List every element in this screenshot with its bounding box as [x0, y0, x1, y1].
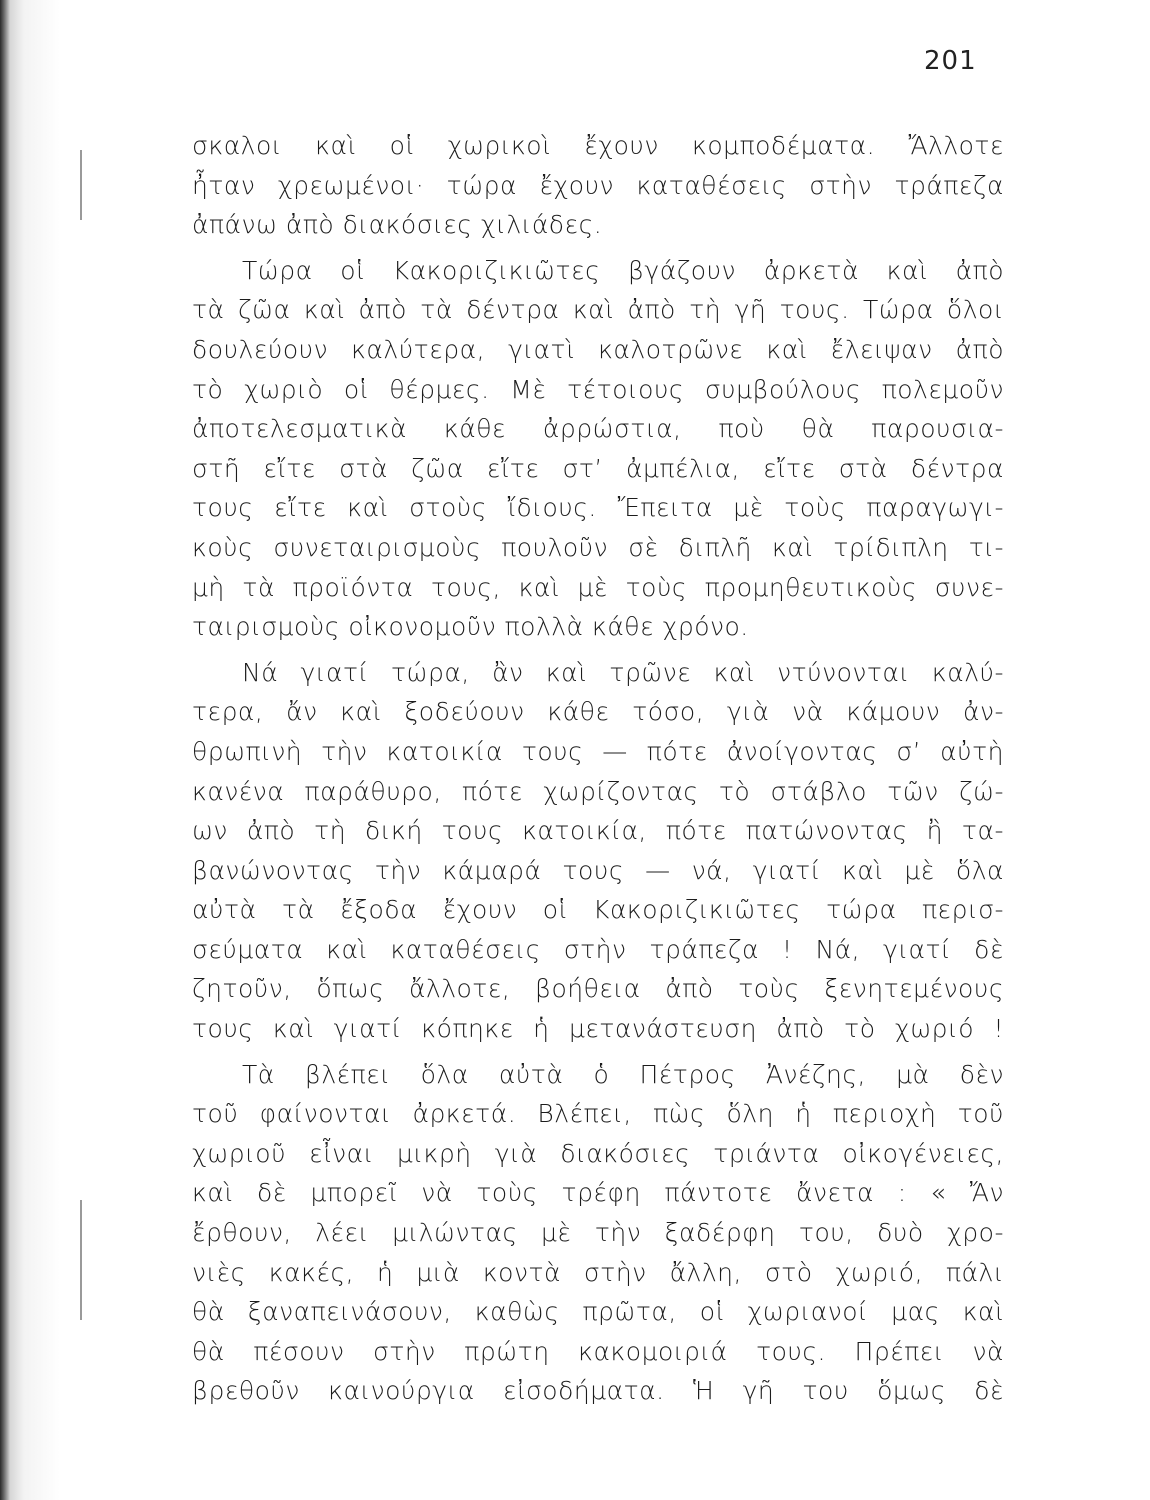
binding-mark-lower [80, 1200, 82, 1320]
text-line: στῆ εἴτε στὰ ζῶα εἴτε στ’ ἀμπέλια, εἴτε στὰ δέντρα [192, 453, 1004, 483]
page-number: 201 [924, 46, 977, 76]
text-line: δουλεύουν καλύτερα, γιατὶ καλοτρῶνε καὶ ἔλειψαν ἀπὸ [192, 334, 1004, 364]
text-line: τους εἴτε καὶ στοὺς ἴδιους. Ἔπειτα μὲ τοὺς παραγωγι- [192, 493, 1004, 523]
text-line: τοῦ φαίνονται ἀρκετά. Βλέπει, πὼς ὅλη ἡ περιοχὴ τοῦ [192, 1099, 1004, 1129]
text-line: τερα, ἄν καὶ ξοδεύουν κάθε τόσο, γιὰ νὰ κάμουν ἀν- [192, 697, 1004, 727]
text-line: ἀποτελεσματικὰ κάθε ἀρρώστια, ποὺ θὰ παρουσια- [192, 414, 1004, 444]
body-text [192, 126, 1004, 1411]
text-line: ἀπάνω ἀπὸ διακόσιες χιλιάδες. [192, 210, 603, 240]
text-line: καὶ δὲ μπορεῖ νὰ τοὺς τρέφη πάντοτε ἄνετα : « Ἄν [192, 1178, 1004, 1208]
text-line: ων ἀπὸ τὴ δική τους κατοικία, πότε πατώνοντας ἢ τα- [192, 816, 1004, 846]
text-line: κοὺς συνεταιρισμοὺς πουλοῦν σὲ διπλῆ καὶ τρίδιπλη τι- [192, 532, 1004, 562]
binding-shadow [0, 0, 92, 1500]
text-line: μὴ τὰ προϊόντα τους, καὶ μὲ τοὺς προμηθευτικοὺς συνε- [192, 572, 1004, 602]
text-line: τους καὶ γιατί κόπηκε ἡ μετανάστευση ἀπὸ τὸ χωριό ! [192, 1014, 1004, 1044]
text-line: Νά γιατί τώρα, ἂν καὶ τρῶνε καὶ ντύνονται καλύ- [242, 657, 1004, 687]
text-line: νιὲς κακές, ἡ μιὰ κοντὰ στὴν ἄλλη, στὸ χωριό, πάλι [192, 1257, 1004, 1287]
text-line: ἔρθουν, λέει μιλώντας μὲ τὴν ξαδέρφη του, δυὸ χρο- [192, 1218, 1004, 1248]
paragraph-4 [192, 1055, 1004, 1411]
text-line: θὰ ξαναπεινάσουν, καθὼς πρῶτα, οἱ χωριανοί μας καὶ [192, 1297, 1004, 1327]
text-line: τὸ χωριὸ οἱ θέρμες. Μὲ τέτοιους συμβούλους πολεμοῦν [192, 374, 1004, 404]
binding-mark-upper [80, 150, 82, 220]
text-line: τὰ ζῶα καὶ ἀπὸ τὰ δέντρα καὶ ἀπὸ τὴ γῆ τους. Τώρα ὅλοι [192, 295, 1004, 325]
paragraph-3 [192, 653, 1004, 1049]
paragraph-1 [192, 126, 1004, 245]
text-line: βρεθοῦν καινούργια εἰσοδήματα. Ἡ γῆ του ὅμως δὲ [192, 1376, 1004, 1406]
text-line: κανένα παράθυρο, πότε χωρίζοντας τὸ στάβλο τῶν ζώ- [192, 776, 1004, 806]
text-line: Τὰ βλέπει ὅλα αὐτὰ ὁ Πέτρος Ἀνέζης, μὰ δὲν [242, 1059, 1004, 1089]
paragraph-2 [192, 251, 1004, 647]
text-line: σκαλοι καὶ οἱ χωρικοὶ ἔχουν κομποδέματα. Ἄλλοτε [192, 131, 1004, 160]
text-line: αὐτὰ τὰ ἔξοδα ἔχουν οἱ Κακοριζικιῶτες τώρα περισ- [192, 895, 1004, 925]
text-line: βανώνοντας τὴν κάμαρά τους — νά, γιατί καὶ μὲ ὅλα [192, 855, 1004, 885]
text-line: ἦταν χρεωμένοι· τώρα ἔχουν καταθέσεις στὴν τράπεζα [192, 170, 1004, 200]
text-line: θὰ πέσουν στὴν πρώτη κακομοιριά τους. Πρέπει νὰ [192, 1336, 1004, 1366]
text-line: θρωπινὴ τὴν κατοικία τους — πότε ἀνοίγοντας σ’ αὐτὴ [192, 736, 1004, 766]
text-line: Τώρα οἱ Κακοριζικιῶτες βγάζουν ἀρκετὰ καὶ ἀπὸ [242, 255, 1004, 285]
text-line: ζητοῦν, ὅπως ἄλλοτε, βοήθεια ἀπὸ τοὺς ξενητεμένους [192, 974, 1004, 1004]
text-line: ταιρισμοὺς οἰκονομοῦν πολλὰ κάθε χρόνο. [192, 612, 749, 642]
text-line: σεύματα καὶ καταθέσεις στὴν τράπεζα ! Νά, γιατί δὲ [192, 934, 1004, 964]
text-line: χωριοῦ εἶναι μικρὴ γιὰ διακόσιες τριάντα οἰκογένειες, [192, 1138, 1004, 1168]
